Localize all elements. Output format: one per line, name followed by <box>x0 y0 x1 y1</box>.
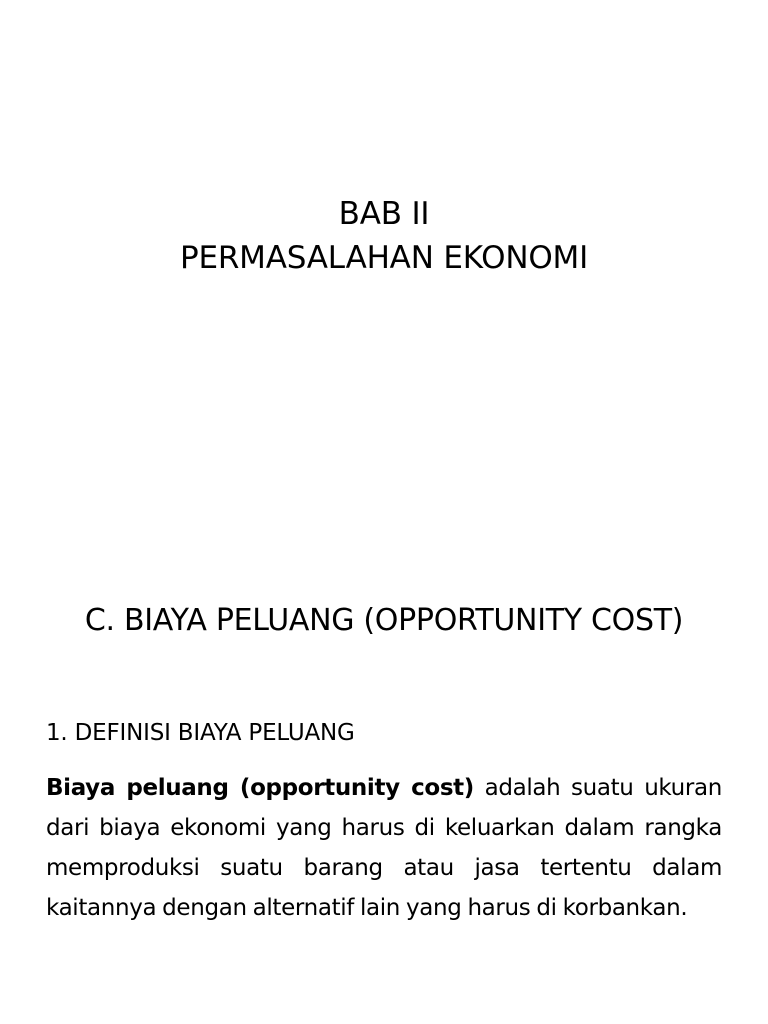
chapter-title: PERMASALAHAN EKONOMI <box>179 240 589 276</box>
section-heading: C. BIAYA PELUANG (OPPORTUNITY COST) <box>84 603 684 638</box>
definition-term: Biaya peluang (opportunity cost) <box>46 775 474 801</box>
definition-paragraph <box>46 768 722 928</box>
definition-subheading: 1. DEFINISI BIAYA PELUANG <box>46 720 355 746</box>
slide-content <box>0 512 768 1024</box>
slide-title-text <box>0 192 768 280</box>
chapter-label: BAB II <box>338 196 430 232</box>
definition-text: adalah suatu ukuran dari biaya ekonomi yang harus di keluarkan dalam rangka memproduksi suatu barang atau jasa tertentu dalam kaitannya dengan alternatif lain yang harus di korbankan. <box>46 775 722 921</box>
